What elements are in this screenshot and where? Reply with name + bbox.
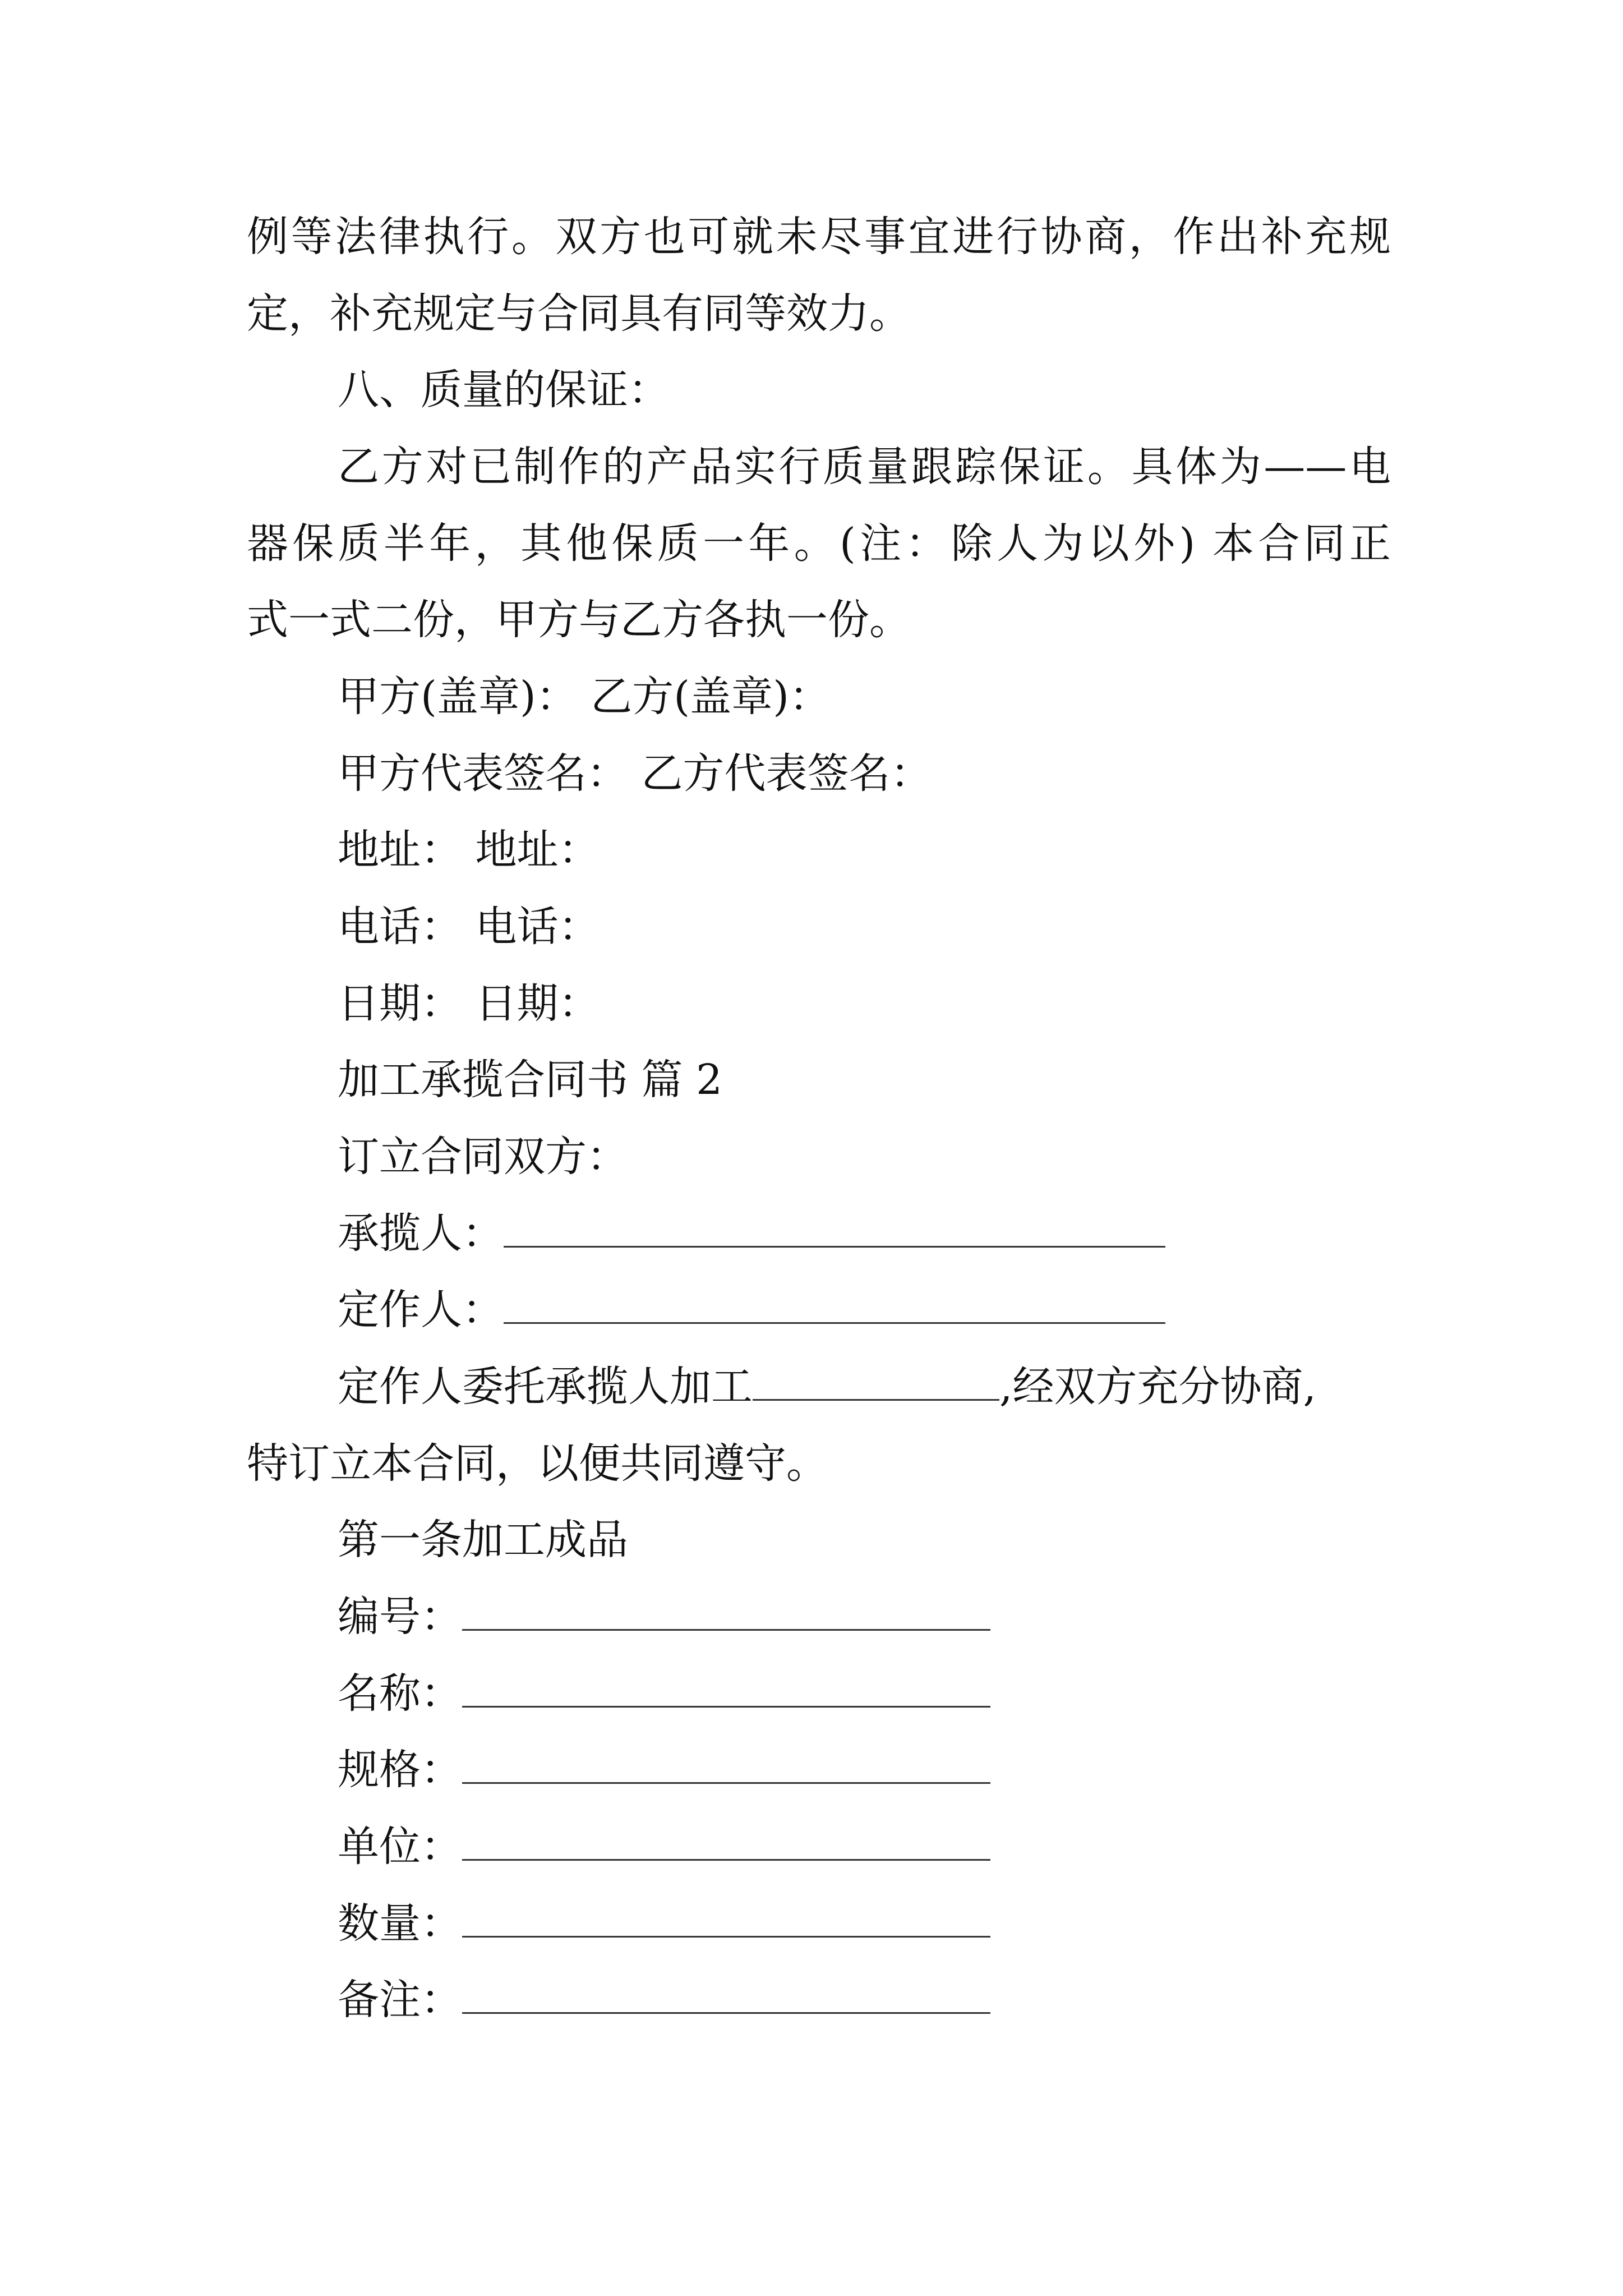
paragraph-line: 乙方对已制作的产品实行质量跟踪保证。具体为——电	[338, 443, 1391, 491]
paragraph-line: 定，补充规定与合同具有同等效力。	[247, 289, 911, 338]
field-quantity-row	[338, 1899, 990, 1948]
field-number-row	[338, 1593, 990, 1641]
entrust-prefix: 定作人委托承揽人加工	[338, 1363, 753, 1411]
paragraph-line: 式一式二份，甲方与乙方各执一份。	[247, 596, 911, 644]
field-name-blank[interactable]	[462, 1674, 990, 1708]
signature-rep-line: 甲方代表签名： 乙方代表签名：	[338, 749, 932, 798]
field-unit-row	[338, 1823, 990, 1871]
field-quantity-blank[interactable]	[462, 1904, 990, 1938]
field-name-label: 名称：	[338, 1669, 462, 1718]
field-spec-label: 规格：	[338, 1746, 462, 1794]
parties-heading: 订立合同双方：	[338, 1133, 628, 1181]
field-spec-blank[interactable]	[462, 1751, 990, 1784]
field-remark-label: 备注：	[338, 1976, 462, 2024]
contractor-blank[interactable]	[504, 1214, 1165, 1248]
orderer-row	[338, 1286, 1165, 1334]
section-heading: 八、质量的保证：	[338, 366, 670, 414]
field-number-label: 编号：	[338, 1593, 462, 1641]
signature-date-line: 日期： 日期：	[338, 979, 600, 1028]
entrust-row	[338, 1363, 1317, 1411]
signature-address-line: 地址： 地址：	[338, 826, 600, 874]
signature-phone-line: 电话： 电话：	[338, 903, 600, 951]
field-remark-blank[interactable]	[462, 1981, 990, 2014]
contractor-row	[338, 1209, 1165, 1258]
paragraph-line: 特订立本合同，以便共同遵守。	[247, 1439, 828, 1488]
paragraph-line: 器保质半年，其他保质一年。(注：除人为以外) 本合同正	[247, 519, 1391, 568]
field-spec-row	[338, 1746, 990, 1794]
contractor-label: 承揽人：	[338, 1209, 504, 1258]
orderer-label: 定作人：	[338, 1286, 504, 1334]
field-quantity-label: 数量：	[338, 1899, 462, 1948]
paragraph-line: 例等法律执行。双方也可就未尽事宜进行协商，作出补充规	[247, 213, 1391, 261]
orderer-blank[interactable]	[504, 1291, 1165, 1324]
signature-seal-line: 甲方(盖章)： 乙方(盖章)：	[338, 673, 831, 721]
entrust-blank[interactable]	[753, 1368, 999, 1401]
article-heading: 第一条加工成品	[338, 1516, 628, 1564]
field-unit-label: 单位：	[338, 1823, 462, 1871]
field-number-blank[interactable]	[462, 1598, 990, 1631]
field-remark-row	[338, 1976, 990, 2024]
part-title: 加工承揽合同书 篇 2	[338, 1056, 723, 1104]
entrust-suffix: ,经双方充分协商,	[999, 1363, 1317, 1411]
field-name-row	[338, 1669, 990, 1718]
field-unit-blank[interactable]	[462, 1828, 990, 1861]
